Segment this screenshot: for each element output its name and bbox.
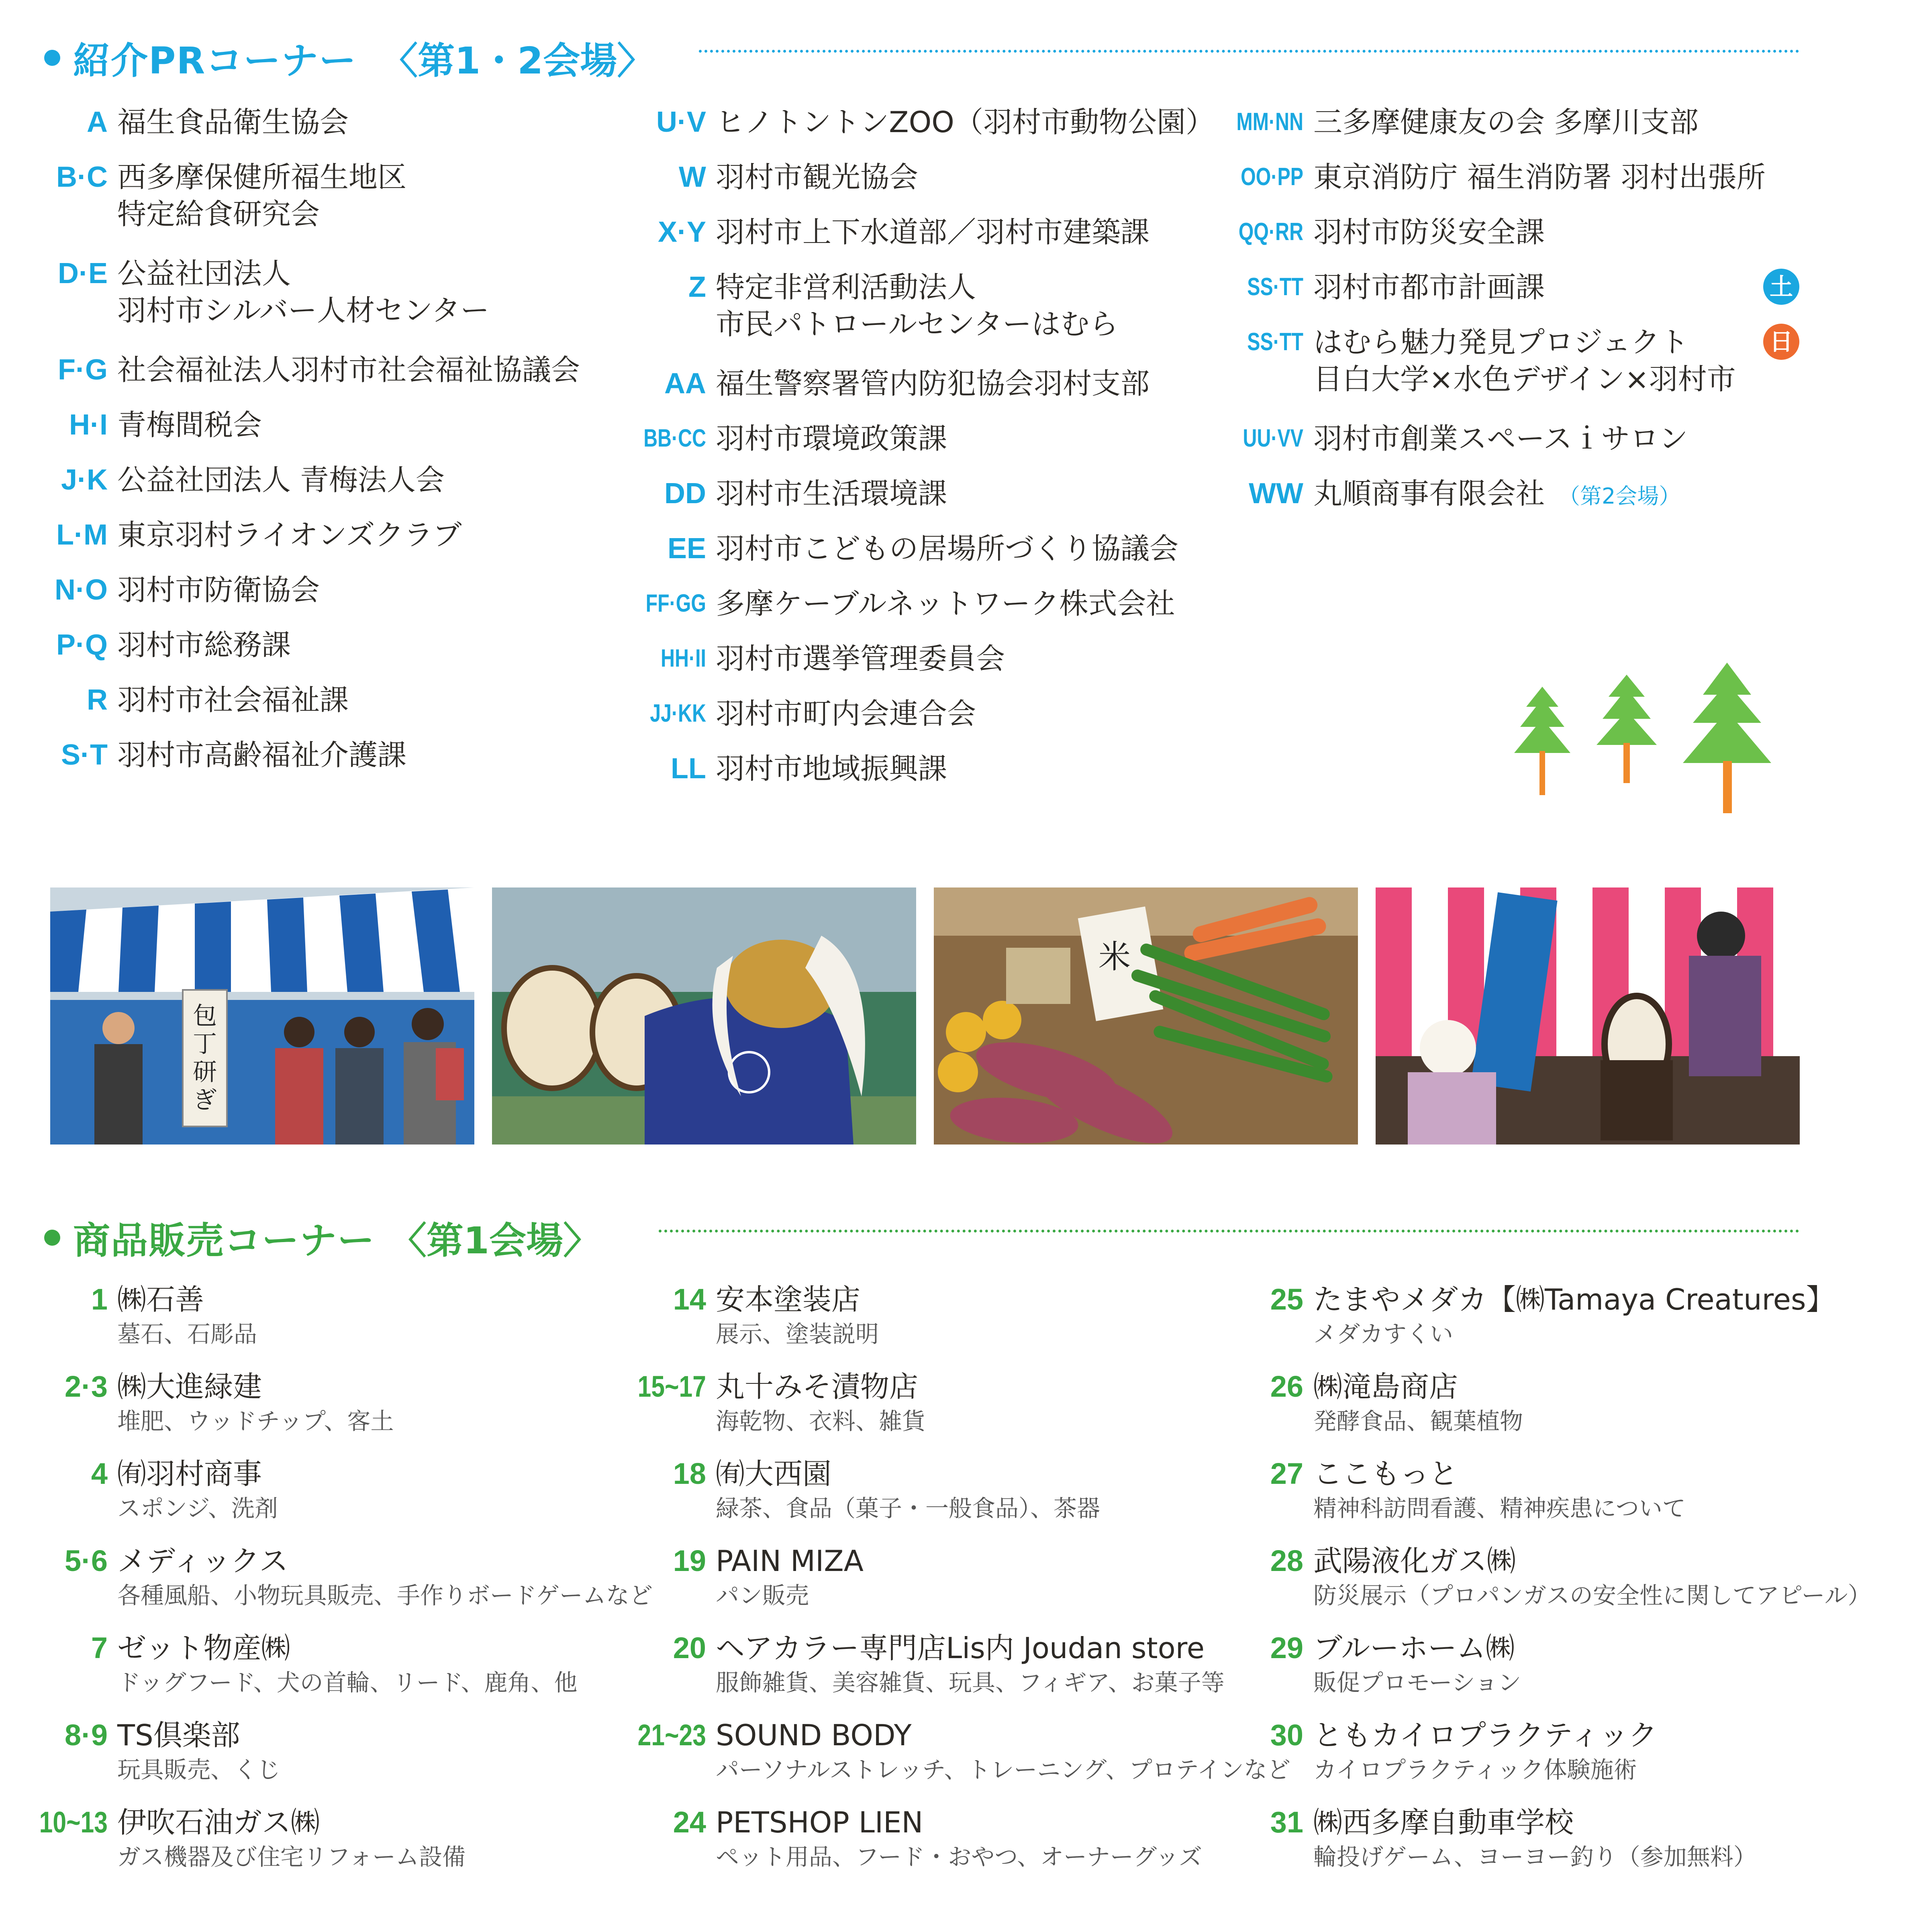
shop-name: SOUND BODY (716, 1718, 912, 1752)
exhibitor-name: 西多摩保健所福生地区 (117, 160, 407, 194)
booth-number: 29 (1270, 1631, 1303, 1665)
booth-number: 26 (1270, 1370, 1303, 1403)
exhibitor-name-line-2: 特定給食研究会 (117, 197, 320, 231)
vegetables-photo (934, 887, 1358, 1145)
bullet-dot-icon (44, 50, 60, 66)
booth-number: 24 (673, 1806, 706, 1839)
medium-tree-icon (1597, 675, 1657, 783)
booth-code: OO·PP (1241, 163, 1303, 191)
booth-number: 30 (1270, 1718, 1303, 1752)
booth-code: SS·TT (1247, 273, 1303, 301)
sale-section-venue: 〈第1会場〉 (390, 1219, 600, 1262)
shop-name: ㈱滝島商店 (1313, 1370, 1458, 1404)
venue-note: （第2会場） (1558, 484, 1681, 509)
booth-code: HH·II (661, 645, 706, 672)
svg-text:丁: 丁 (193, 1030, 217, 1058)
booth-code: D·E (58, 257, 108, 290)
exhibitor-name: 三多摩健康友の会 多摩川支部 (1313, 105, 1699, 139)
exhibitor-name-line-2: 羽村市シルバー人材センター (117, 294, 490, 327)
booth-code: X·Y (657, 216, 706, 248)
shop-description: 輪投げゲーム、ヨーヨー釣り（参加無料） (1313, 1843, 1757, 1871)
booth-code: UU·VV (1243, 424, 1303, 452)
exhibitor-name: 羽村市地域振興課 (716, 752, 947, 785)
exhibitor-name: ヒノトントンZOO（羽村市動物公園） (716, 105, 1215, 139)
shop-name: 丸十みそ漬物店 (716, 1370, 919, 1404)
tent-booth-photo (50, 887, 474, 1145)
exhibitor-name: 羽村市上下水道部／羽村市建築課 (716, 215, 1150, 249)
tree-illustration (1502, 663, 1807, 819)
booth-code: AA (664, 367, 706, 400)
booth-number: 10~13 (39, 1806, 108, 1839)
booth-number: 21~23 (637, 1718, 706, 1752)
booth-code: Z (688, 271, 706, 303)
shop-description: パーソナルストレッチ、トレーニング、プロテインなど (716, 1756, 1290, 1783)
shop-name: ㈱西多摩自動車学校 (1313, 1806, 1574, 1839)
shop-description: ドッグフード、犬の首輪、リード、鹿角、他 (117, 1669, 578, 1696)
exhibitor-name: 青梅間税会 (117, 408, 262, 442)
shop-name: ㈲大西園 (716, 1457, 832, 1491)
shop-name: ヘアカラー専門店Lis内 Joudan store (716, 1631, 1205, 1665)
booth-code: J·K (61, 464, 108, 496)
shop-name: ブルーホーム㈱ (1313, 1631, 1515, 1665)
booth-code: DD (664, 477, 706, 510)
shop-name: ゼット物産㈱ (117, 1631, 290, 1665)
booth-number: 14 (673, 1283, 706, 1316)
exhibitor-name: 羽村市都市計画課 (1313, 270, 1545, 304)
svg-text:包: 包 (193, 1002, 217, 1030)
booth-code: BB·CC (643, 424, 706, 452)
shop-description: カイロプラクティック体験施術 (1313, 1756, 1637, 1783)
shop-name: PETSHOP LIEN (716, 1806, 923, 1839)
booth-code: SS·TT (1247, 328, 1303, 356)
exhibitor-name: 羽村市選挙管理委員会 (716, 642, 1005, 675)
pr-section-venue: 〈第1・2会場〉 (381, 39, 654, 82)
exhibitor-name: 羽村市総務課 (117, 628, 291, 662)
exhibitor-name: 羽村市環境政策課 (716, 422, 947, 455)
shop-description: 防災展示（プロパンガスの安全性に関してアピール） (1313, 1582, 1871, 1609)
shop-description: 精神科訪問看護、精神疾患について (1313, 1495, 1686, 1522)
booth-code: U·V (656, 106, 706, 138)
booth-code: W (679, 161, 706, 193)
shop-name: TS倶楽部 (117, 1718, 240, 1752)
exhibitor-name: 羽村市防衛協会 (117, 573, 320, 607)
booth-code: FF·GG (645, 590, 706, 617)
exhibitor-name: 公益社団法人 (117, 257, 291, 290)
exhibitor-name: 丸順商事有限会社 (1313, 477, 1545, 510)
booth-number: 27 (1270, 1457, 1303, 1490)
booth-code: B·C (56, 161, 108, 193)
shop-name: ㈲羽村商事 (117, 1457, 262, 1491)
shop-description: 墓石、石彫品 (117, 1320, 257, 1348)
svg-text:米: 米 (1098, 938, 1131, 975)
exhibitor-name: 東京羽村ライオンズクラブ (117, 518, 462, 552)
shop-name: ともカイロプラクティック (1313, 1718, 1658, 1752)
shop-description: 発酵食品、観葉植物 (1313, 1408, 1523, 1435)
shishimai-photo (492, 887, 916, 1145)
booth-code: A (87, 106, 108, 138)
shop-name: メディックス (117, 1544, 288, 1578)
bullet-dot-icon (44, 1230, 60, 1246)
exhibitor-name: 羽村市生活環境課 (716, 477, 947, 510)
booth-number: 31 (1270, 1806, 1303, 1839)
booth-code: H·I (69, 409, 108, 441)
large-tree-icon (1683, 663, 1771, 813)
booth-code: QQ·RR (1238, 218, 1303, 246)
exhibitor-name: 東京消防庁 福生消防署 羽村出張所 (1313, 160, 1766, 194)
booth-code: JJ·KK (650, 700, 706, 727)
booth-number: 1 (91, 1283, 108, 1316)
booth-code: N·O (55, 574, 108, 606)
shop-description: ペット用品、フード・おやつ、オーナーグッズ (716, 1843, 1203, 1871)
shop-description: メダカすくい (1313, 1320, 1454, 1348)
shop-description: 各種風船、小物玩具販売、手作りボードゲームなど (117, 1582, 653, 1609)
shop-description: スポンジ、洗剤 (117, 1495, 278, 1522)
booth-code: R (87, 684, 108, 716)
exhibitor-name: 多摩ケーブルネットワーク株式会社 (716, 587, 1175, 620)
booth-code: MM·NN (1236, 108, 1303, 136)
exhibitor-name: はむら魅力発見プロジェクト (1313, 325, 1689, 359)
exhibitor-name: 羽村市町内会連合会 (716, 697, 976, 730)
shop-name: 伊吹石油ガス㈱ (117, 1806, 320, 1839)
small-tree-icon (1514, 687, 1570, 795)
svg-text:ぎ: ぎ (193, 1086, 217, 1114)
booth-number: 25 (1270, 1283, 1303, 1316)
svg-text:研: 研 (193, 1058, 217, 1086)
exhibitor-name: 公益社団法人 青梅法人会 (117, 463, 445, 497)
exhibitor-name: 羽村市創業スペースｉサロン (1313, 422, 1688, 455)
shop-description: 緑茶、食品（菓子・一般食品）、茶器 (716, 1495, 1100, 1522)
sale-section-title: 商品販売コーナー (73, 1219, 376, 1262)
shop-name: PAIN MIZA (716, 1544, 864, 1578)
shop-name: ㈱大進緑建 (117, 1370, 262, 1404)
booth-code: S·T (61, 739, 108, 771)
exhibitor-name: 羽村市観光協会 (716, 160, 919, 194)
shop-description: ガス機器及び住宅リフォーム設備 (117, 1843, 466, 1871)
booth-number: 19 (673, 1544, 706, 1577)
booth-number: 2·3 (65, 1370, 108, 1403)
shop-name: 武陽液化ガス㈱ (1313, 1544, 1516, 1578)
stage-performance-photo (1376, 887, 1800, 1145)
booth-number: 8·9 (65, 1718, 108, 1752)
saturday-badge: 土 (1763, 269, 1799, 305)
booth-number: 28 (1270, 1544, 1303, 1577)
exhibitor-name: 羽村市防災安全課 (1313, 215, 1545, 249)
shop-name: ここもっと (1313, 1457, 1458, 1491)
shop-description: 展示、塗装説明 (716, 1320, 879, 1348)
shop-name: ㈱石善 (117, 1283, 204, 1316)
booth-number: 7 (91, 1631, 108, 1665)
shop-description: 服飾雑貨、美容雑貨、玩具、フィギア、お菓子等 (716, 1669, 1225, 1696)
booth-number: 5·6 (65, 1544, 108, 1577)
pr-section-header (44, 31, 654, 84)
booth-code: F·G (58, 354, 108, 386)
sunday-badge: 日 (1763, 324, 1799, 360)
booth-number: 18 (673, 1457, 706, 1490)
shop-description: パン販売 (716, 1582, 809, 1609)
booth-code: LL (671, 753, 706, 785)
shop-description: 海乾物、衣料、雑貨 (716, 1408, 926, 1435)
shop-name: たまやメダカ【㈱Tamaya Creatures】 (1313, 1283, 1835, 1316)
exhibitor-name: 特定非営利活動法人 (716, 270, 976, 304)
shop-description: 販促プロモーション (1313, 1669, 1521, 1696)
shop-name: 安本塗装店 (716, 1283, 861, 1316)
booth-number: 20 (673, 1631, 706, 1665)
exhibitor-name: 福生警察署管内防犯協会羽村支部 (716, 367, 1150, 400)
booth-number: 15~17 (637, 1370, 706, 1403)
booth-code: L·M (56, 519, 108, 551)
sale-dotted-divider (659, 1230, 1799, 1232)
booth-code: WW (1249, 477, 1303, 510)
exhibitor-name-line-2: 市民パトロールセンターはむら (716, 307, 1119, 341)
exhibitor-name: 社会福祉法人羽村市社会福祉協議会 (117, 353, 580, 387)
booth-code: EE (667, 532, 706, 565)
pr-section-title: 紹介PRコーナー (73, 39, 357, 82)
exhibitor-name: 羽村市社会福祉課 (117, 683, 349, 717)
shop-description: 玩具販売、くじ (117, 1756, 281, 1783)
booth-code: P·Q (56, 629, 108, 661)
sale-section-header (44, 1211, 600, 1264)
shop-description: 堆肥、ウッドチップ、客土 (117, 1408, 394, 1435)
exhibitor-name: 羽村市高齢福祉介護課 (117, 738, 407, 772)
exhibitor-name: 福生食品衛生協会 (117, 105, 349, 139)
booth-number: 4 (91, 1457, 108, 1490)
exhibitor-name-line-2: 目白大学×水色デザイン×羽村市 (1313, 362, 1736, 396)
exhibitor-name: 羽村市こどもの居場所づくり協議会 (716, 532, 1179, 565)
pr-dotted-divider (699, 50, 1799, 53)
